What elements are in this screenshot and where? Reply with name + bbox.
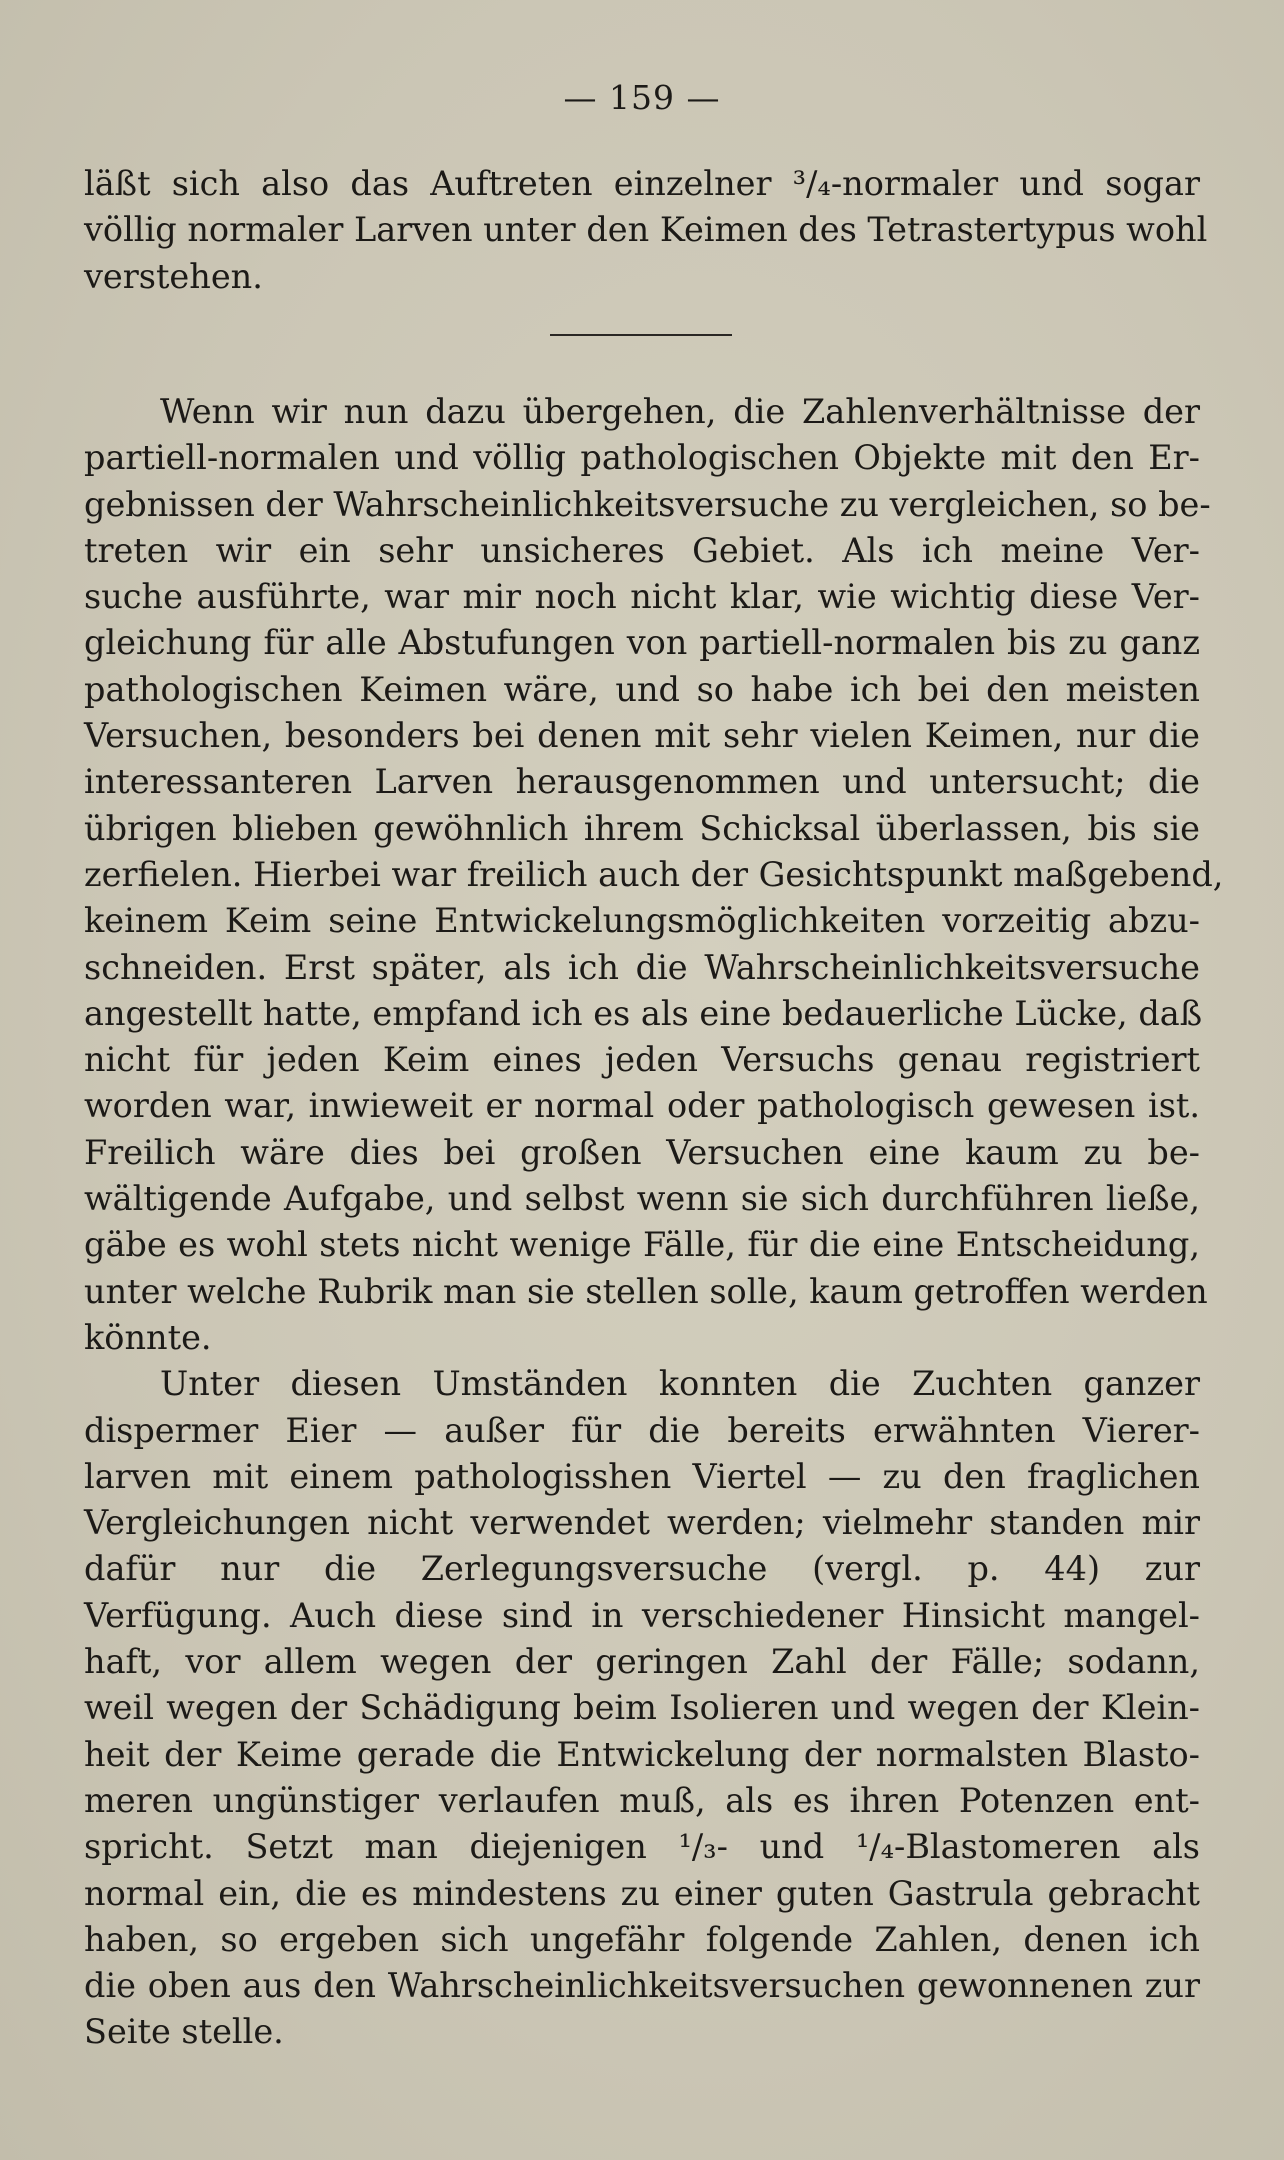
text-line: nicht für jeden Keim eines jeden Versuchs genau registriert <box>84 1040 1200 1080</box>
text-line: dispermer Eier — außer für die bereits erwähnten Vierer- <box>84 1410 1200 1450</box>
text-line: Unter diesen Umständen konnten die Zuchten ganzer <box>160 1364 1200 1404</box>
text-line: keinem Keim seine Entwickelungsmöglichkeiten vorzeitig abzu- <box>84 901 1200 941</box>
text-line: wältigende Aufgabe, und selbst wenn sie sich durchführen ließe, <box>84 1179 1200 1219</box>
text-line: unter welche Rubrik man sie stellen solle, kaum getroffen werden <box>84 1271 1208 1311</box>
text-line: haben, so ergeben sich ungefähr folgende Zahlen, denen ich <box>84 1919 1200 1959</box>
section-divider <box>550 334 732 336</box>
text-line: gäbe es wohl stets nicht wenige Fälle, für die eine Entscheidung, <box>84 1225 1200 1265</box>
text-line: pathologischen Keimen wäre, und so habe ich bei den meisten <box>84 669 1200 709</box>
text-line: verstehen. <box>84 256 263 296</box>
text-line: Seite stelle. <box>84 2012 284 2052</box>
text-line: angestellt hatte, empfand ich es als eine bedauerliche Lücke, daß <box>84 993 1203 1033</box>
text-line: die oben aus den Wahrscheinlichkeitsversuchen gewonnenen zur <box>84 1966 1200 2006</box>
text-line: zerfielen. Hierbei war freilich auch der Gesichtspunkt maßgebend, <box>84 854 1224 894</box>
page-number: — 159 — <box>563 78 721 117</box>
text-line: treten wir ein sehr unsicheres Gebiet. Als ich meine Ver- <box>84 530 1200 570</box>
text-line: weil wegen der Schädigung beim Isolieren und wegen der Klein- <box>84 1688 1200 1728</box>
text-line: heit der Keime gerade die Entwickelung der normalsten Blasto- <box>84 1734 1200 1774</box>
text-line: meren ungünstiger verlaufen muß, als es ihren Potenzen ent- <box>84 1780 1200 1820</box>
text-line: partiell-normalen und völlig pathologischen Objekte mit den Er- <box>84 438 1200 478</box>
text-line: Freilich wäre dies bei großen Versuchen eine kaum zu be- <box>84 1132 1200 1172</box>
text-line: suche ausführte, war mir noch nicht klar, wie wichtig diese Ver- <box>84 577 1200 617</box>
text-line: normal ein, die es mindestens zu einer guten Gastrula gebracht <box>84 1873 1200 1913</box>
text-line: schneiden. Erst später, als ich die Wahrscheinlichkeitsversuche <box>84 947 1200 987</box>
text-line: könnte. <box>84 1317 212 1357</box>
text-line: interessanteren Larven herausgenommen und untersucht; die <box>84 762 1200 802</box>
text-line: dafür nur die Zerlegungsversuche (vergl. p. 44) zur <box>84 1549 1200 1589</box>
body-text <box>84 389 1224 2056</box>
text-line: übrigen blieben gewöhnlich ihrem Schicksal überlassen, bis sie <box>84 808 1200 848</box>
text-line: spricht. Setzt man diejenigen ¹/₃- und ¹/₄-Blastomeren als <box>84 1827 1200 1867</box>
text-line: Versuchen, besonders bei denen mit sehr vielen Keimen, nur die <box>84 716 1200 756</box>
text-line: gleichung für alle Abstufungen von partiell-normalen bis zu ganz <box>84 623 1200 663</box>
text-line: läßt sich also das Auftreten einzelner ³/₄-normaler und sogar <box>84 164 1200 203</box>
intro-paragraph-end <box>84 161 1208 300</box>
text-line: worden war, inwieweit er normal oder pathologisch gewesen ist. <box>84 1086 1200 1126</box>
text-line: gebnissen der Wahrscheinlichkeitsversuche zu vergleichen, so be- <box>84 484 1211 524</box>
text-line: haft, vor allem wegen der geringen Zahl der Fälle; sodann, <box>84 1642 1200 1682</box>
text-line: Vergleichungen nicht verwendet werden; vielmehr standen mir <box>84 1503 1200 1543</box>
text-line: völlig normaler Larven unter den Keimen des Tetrastertypus wohl <box>84 210 1208 250</box>
text-line: Wenn wir nun dazu übergehen, die Zahlenverhältnisse der <box>160 392 1200 431</box>
text-line: Verfügung. Auch diese sind in verschiedener Hinsicht mangel- <box>84 1595 1200 1635</box>
text-line: larven mit einem pathologisshen Viertel — zu den fraglichen <box>84 1456 1200 1496</box>
